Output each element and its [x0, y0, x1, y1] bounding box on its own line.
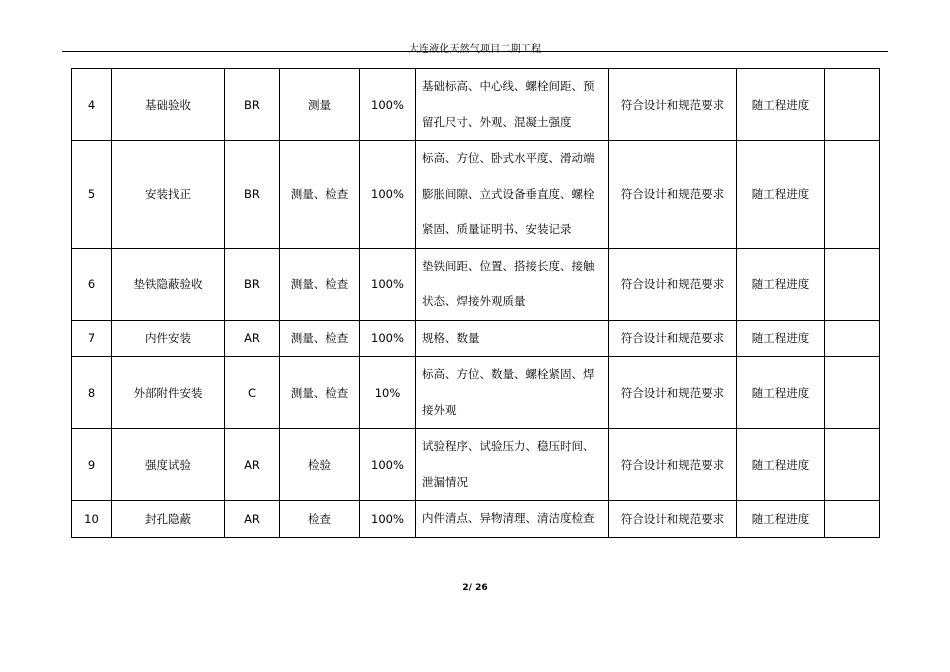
- cell-no: 10: [72, 501, 112, 538]
- cell-level: AR: [225, 429, 280, 501]
- cell-level: BR: [225, 141, 280, 249]
- table-row: [72, 357, 880, 429]
- cell-method: 测量、检查: [280, 320, 360, 357]
- cell-standard: 符合设计和规范要求: [609, 357, 737, 429]
- table-row: [72, 141, 880, 249]
- page-number: 2/ 26: [462, 583, 488, 593]
- cell-content: 试验程序、试验压力、稳压时间、泄漏情况: [416, 429, 609, 501]
- cell-ratio: 100%: [360, 429, 416, 501]
- cell-item: 强度试验: [112, 429, 225, 501]
- cell-content: 规格、数量: [416, 320, 609, 357]
- cell-timing: 随工程进度: [737, 69, 825, 141]
- cell-no: 9: [72, 429, 112, 501]
- cell-item: 安装找正: [112, 141, 225, 249]
- cell-method: 测量: [280, 69, 360, 141]
- cell-remark: [825, 501, 880, 538]
- cell-item: 垫铁隐蔽验收: [112, 248, 225, 320]
- header-rule: [62, 51, 888, 52]
- cell-method: 检查: [280, 501, 360, 538]
- document-header-title: 大连液化天然气项目二期工程: [408, 44, 542, 55]
- cell-timing: 随工程进度: [737, 248, 825, 320]
- cell-timing: 随工程进度: [737, 141, 825, 249]
- cell-level: BR: [225, 248, 280, 320]
- cell-content: 内件清点、异物清理、清洁度检查: [416, 501, 609, 538]
- cell-ratio: 100%: [360, 501, 416, 538]
- cell-item: 外部附件安装: [112, 357, 225, 429]
- cell-item: 基础验收: [112, 69, 225, 141]
- table-row: [72, 429, 880, 501]
- table-row: [72, 320, 880, 357]
- cell-content: 垫铁间距、位置、搭接长度、接触状态、焊接外观质量: [416, 248, 609, 320]
- cell-standard: 符合设计和规范要求: [609, 320, 737, 357]
- cell-ratio: 100%: [360, 320, 416, 357]
- inspection-table-body: [72, 69, 880, 538]
- cell-content: 基础标高、中心线、螺栓间距、预留孔尺寸、外观、混凝土强度: [416, 69, 609, 141]
- cell-remark: [825, 429, 880, 501]
- cell-content: 标高、方位、数量、螺栓紧固、焊接外观: [416, 357, 609, 429]
- cell-remark: [825, 320, 880, 357]
- cell-remark: [825, 69, 880, 141]
- table-row: [72, 501, 880, 538]
- cell-remark: [825, 357, 880, 429]
- cell-standard: 符合设计和规范要求: [609, 141, 737, 249]
- cell-timing: 随工程进度: [737, 501, 825, 538]
- cell-item: 封孔隐蔽: [112, 501, 225, 538]
- inspection-table: [71, 68, 880, 538]
- cell-timing: 随工程进度: [737, 320, 825, 357]
- cell-timing: 随工程进度: [737, 357, 825, 429]
- table-row: [72, 69, 880, 141]
- cell-method: 检验: [280, 429, 360, 501]
- cell-standard: 符合设计和规范要求: [609, 69, 737, 141]
- cell-ratio: 100%: [360, 141, 416, 249]
- cell-level: AR: [225, 320, 280, 357]
- cell-remark: [825, 248, 880, 320]
- cell-no: 5: [72, 141, 112, 249]
- cell-ratio: 100%: [360, 248, 416, 320]
- cell-ratio: 10%: [360, 357, 416, 429]
- cell-no: 6: [72, 248, 112, 320]
- cell-ratio: 100%: [360, 69, 416, 141]
- cell-timing: 随工程进度: [737, 429, 825, 501]
- cell-no: 4: [72, 69, 112, 141]
- cell-no: 8: [72, 357, 112, 429]
- cell-standard: 符合设计和规范要求: [609, 429, 737, 501]
- cell-level: BR: [225, 69, 280, 141]
- cell-item: 内件安装: [112, 320, 225, 357]
- cell-level: C: [225, 357, 280, 429]
- cell-standard: 符合设计和规范要求: [609, 248, 737, 320]
- cell-method: 测量、检查: [280, 357, 360, 429]
- cell-standard: 符合设计和规范要求: [609, 501, 737, 538]
- cell-method: 测量、检查: [280, 248, 360, 320]
- cell-content: 标高、方位、卧式水平度、滑动端膨胀间隙、立式设备垂直度、螺栓紧固、质量证明书、安装记录: [416, 141, 609, 249]
- table-row: [72, 248, 880, 320]
- cell-level: AR: [225, 501, 280, 538]
- cell-remark: [825, 141, 880, 249]
- cell-method: 测量、检查: [280, 141, 360, 249]
- cell-no: 7: [72, 320, 112, 357]
